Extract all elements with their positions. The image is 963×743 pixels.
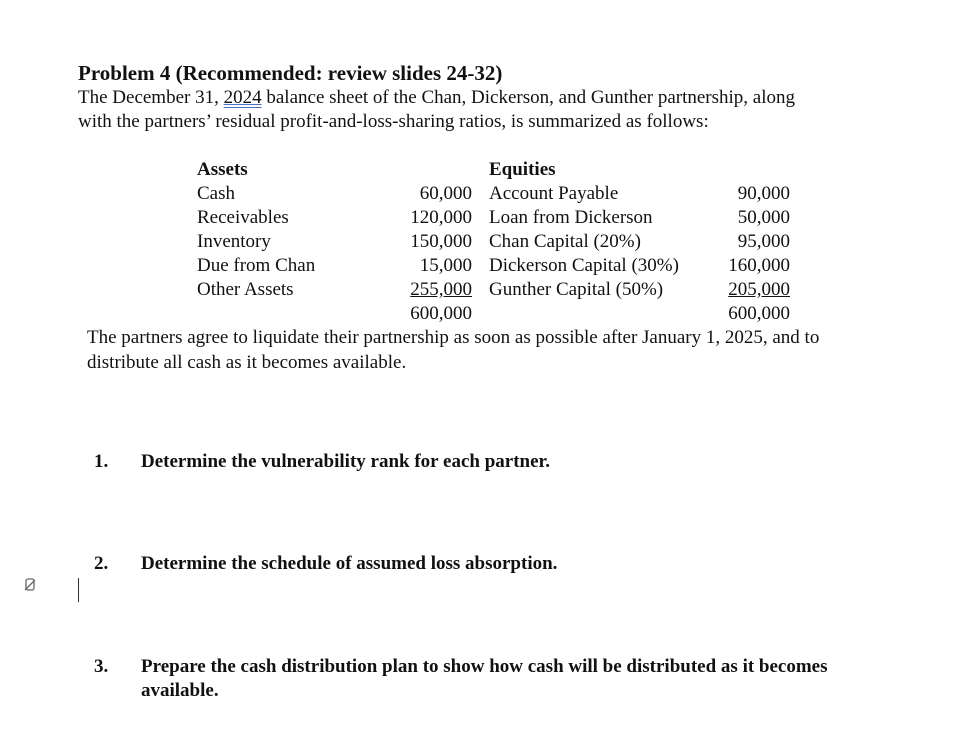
equities-header: Equities xyxy=(489,159,556,180)
equity-label: Loan from Dickerson xyxy=(489,207,653,228)
equity-value: 95,000 xyxy=(737,231,790,252)
assets-header: Assets xyxy=(197,159,248,180)
question-text: Determine the vulnerability rank for each partner. xyxy=(141,451,550,472)
question-number: 2. xyxy=(94,553,109,574)
question-text-line-2: available. xyxy=(141,680,219,701)
asset-label: Due from Chan xyxy=(197,255,316,276)
asset-value: 255,000 xyxy=(410,279,472,300)
asset-value: 15,000 xyxy=(419,255,472,276)
equities-header-spacer xyxy=(710,158,790,182)
equities-total: 600,000 xyxy=(728,303,790,324)
question-number: 1. xyxy=(94,451,109,472)
closing-paragraph xyxy=(87,325,819,375)
asset-value: 150,000 xyxy=(410,231,472,252)
question-text xyxy=(141,655,828,703)
question-text: Determine the schedule of assumed loss absorption. xyxy=(141,553,558,574)
asset-value: 120,000 xyxy=(410,207,472,228)
equities-values-column xyxy=(710,158,790,326)
asset-value: 60,000 xyxy=(419,183,472,204)
assets-total: 600,000 xyxy=(410,303,472,324)
text-cursor xyxy=(78,578,79,602)
equities-labels-column xyxy=(489,158,679,302)
question-number: 3. xyxy=(94,656,109,677)
intro-year: 2024 xyxy=(223,87,262,108)
equity-label: Chan Capital (20%) xyxy=(489,231,641,252)
equity-label: Gunther Capital (50%) xyxy=(489,279,664,300)
equity-value: 160,000 xyxy=(728,255,790,276)
asset-label: Receivables xyxy=(197,207,289,228)
link-anchor-icon[interactable] xyxy=(22,577,38,593)
question-text-line-1: Prepare the cash distribution plan to show how cash will be distributed as it becomes xyxy=(141,656,828,677)
intro-line-1: The December 31, 2024 balance sheet of the Chan, Dickerson, and Gunther partnership, along xyxy=(78,87,796,108)
asset-label: Other Assets xyxy=(197,279,294,300)
problem-title: Problem 4 (Recommended: review slides 24-32) xyxy=(78,61,503,85)
intro-line-2: with the partners’ residual profit-and-loss-sharing ratios, is summarized as follows: xyxy=(78,111,709,132)
equity-label: Dickerson Capital (30%) xyxy=(489,255,679,276)
assets-values-column xyxy=(390,158,472,326)
problem-intro xyxy=(78,86,938,134)
closing-line-1: The partners agree to liquidate their partnership as soon as possible after January 1, 2025, and to xyxy=(87,327,820,348)
assets-header-spacer xyxy=(390,158,472,182)
asset-label: Cash xyxy=(197,183,235,204)
equity-value: 50,000 xyxy=(737,207,790,228)
equity-value: 205,000 xyxy=(728,279,790,300)
asset-label: Inventory xyxy=(197,231,271,252)
closing-line-2: distribute all cash as it becomes available. xyxy=(87,352,407,373)
equity-label: Account Payable xyxy=(489,183,619,204)
equity-value: 90,000 xyxy=(737,183,790,204)
assets-labels-column xyxy=(197,158,315,302)
